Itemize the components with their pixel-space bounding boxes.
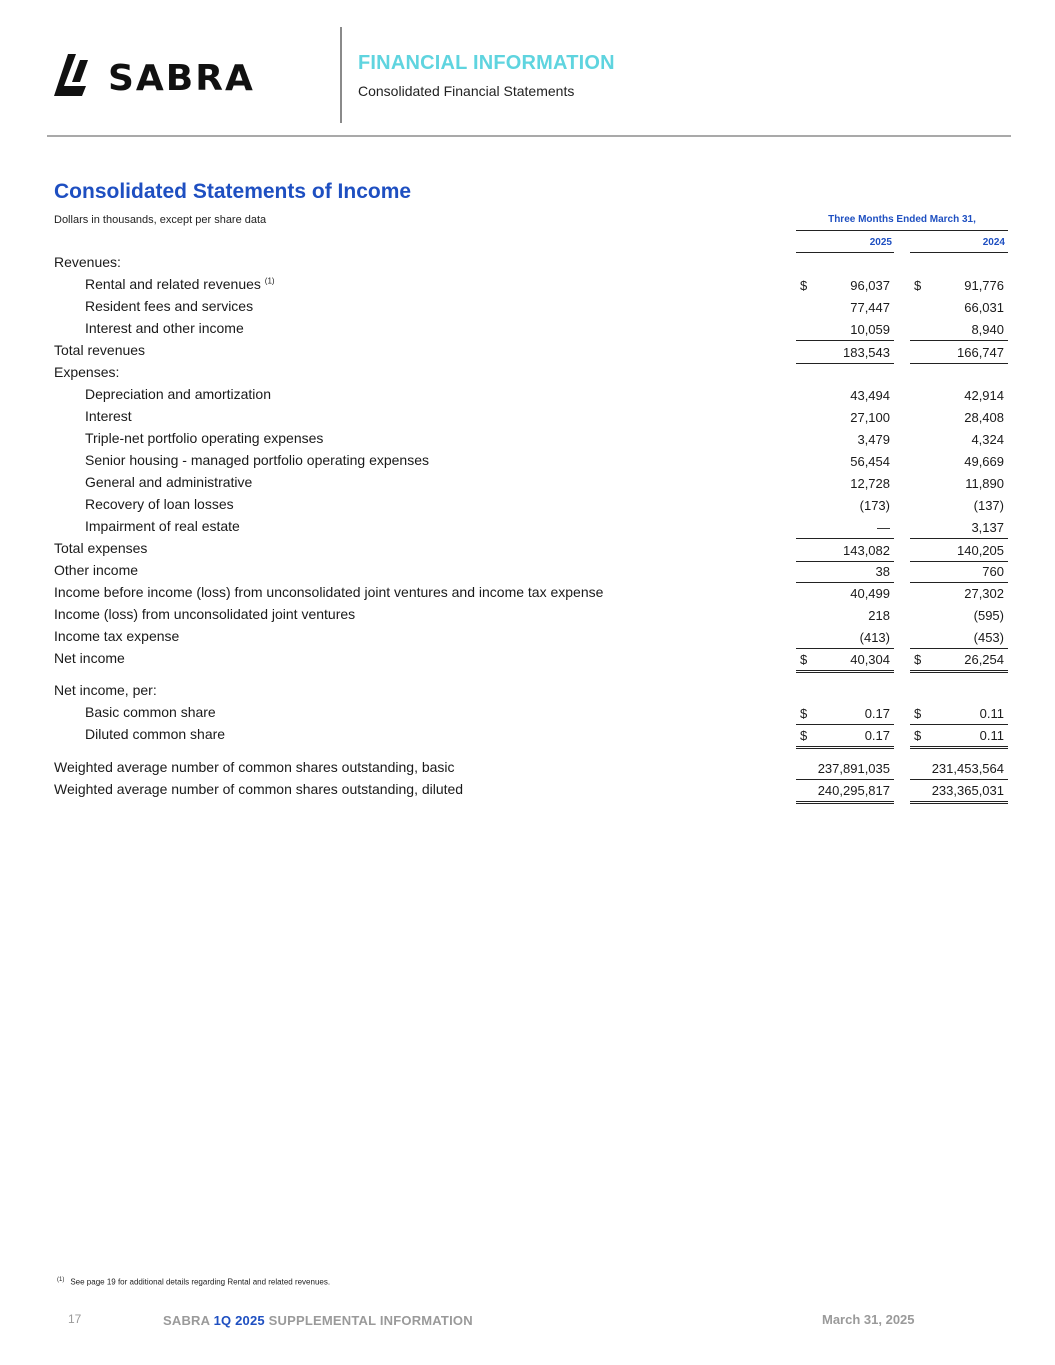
cell-2024: [910, 340, 1008, 364]
table-row: [0, 274, 1055, 296]
cell-2024: [910, 779, 1008, 804]
cell-2025: [796, 318, 894, 340]
units-note: Dollars in thousands, except per share data: [54, 214, 267, 226]
value: 143,082: [843, 543, 890, 558]
table-row: [0, 516, 1055, 538]
row-label: Weighted average number of common shares outstanding, basic: [54, 759, 455, 775]
value: 40,499: [850, 586, 890, 601]
cell-2024: [910, 406, 1008, 428]
cell-2024: [910, 757, 1008, 780]
value: (137): [973, 498, 1004, 513]
value: 28,408: [964, 410, 1004, 425]
value: 183,543: [843, 345, 890, 360]
year-2024-header: 2024: [982, 237, 1005, 248]
cell-2024: [910, 626, 1008, 649]
footer-brand: SABRA: [163, 1313, 210, 1328]
cell-2025: [796, 626, 894, 649]
page-header: [0, 0, 1055, 138]
footnote: [57, 1277, 330, 1287]
table-row: [0, 648, 1055, 670]
row-label: Net income: [54, 650, 125, 666]
row-label: Recovery of loan losses: [85, 496, 234, 512]
value: 56,454: [850, 454, 890, 469]
value: 218: [868, 608, 890, 623]
cell-2025: [796, 428, 894, 450]
cell-2025: [796, 538, 894, 562]
value: (453): [973, 630, 1004, 645]
expenses-header: Expenses:: [54, 364, 120, 380]
value: 12,728: [850, 476, 890, 491]
section-subtitle: Consolidated Financial Statements: [358, 83, 575, 99]
cell-2025: [796, 472, 894, 494]
currency-symbol: $: [914, 706, 922, 721]
cell-2024: [910, 274, 1008, 296]
row-label: Weighted average number of common shares outstanding, diluted: [54, 781, 464, 797]
cell-2025: [796, 582, 894, 604]
currency-symbol: $: [800, 278, 808, 293]
value: 26,254: [964, 652, 1004, 667]
value: —: [877, 520, 890, 535]
currency-symbol: $: [800, 652, 808, 667]
cell-2024: [910, 582, 1008, 604]
row-label: Depreciation and amortization: [85, 386, 271, 402]
cell-2024: [910, 724, 1008, 749]
cell-2024: [910, 604, 1008, 626]
value: 233,365,031: [931, 783, 1004, 798]
row-label: Senior housing - managed portfolio operating expenses: [85, 452, 430, 468]
cell-2024: [910, 538, 1008, 562]
header-rule: [47, 135, 1011, 137]
row-label: Income tax expense: [54, 628, 180, 644]
value: 43,494: [850, 388, 890, 403]
footer-label: SUPPLEMENTAL INFORMATION: [268, 1313, 473, 1328]
value: 140,205: [957, 543, 1004, 558]
value: 77,447: [850, 300, 890, 315]
currency-symbol: $: [914, 278, 922, 293]
currency-symbol: $: [800, 728, 808, 743]
value: 760: [982, 564, 1004, 579]
cell-2024: [910, 516, 1008, 538]
expenses-header-row: [0, 362, 1055, 384]
row-label: Other income: [54, 562, 139, 578]
table-row: [0, 582, 1055, 604]
value: 231,453,564: [931, 761, 1004, 776]
cell-2025: [796, 648, 894, 673]
footer-title: [163, 1313, 473, 1328]
header-divider: [340, 27, 342, 123]
revenues-header: Revenues:: [54, 254, 121, 270]
value: 91,776: [964, 278, 1004, 293]
table-row: [0, 318, 1055, 340]
table-row: [0, 560, 1055, 582]
cell-2024: [910, 428, 1008, 450]
row-label: Resident fees and services: [85, 298, 254, 314]
per-share-header: Net income, per:: [54, 682, 157, 698]
cell-2025: [796, 274, 894, 296]
cell-2025: [796, 757, 894, 780]
table-row: [0, 538, 1055, 560]
row-label: General and administrative: [85, 474, 253, 490]
footer-date: March 31, 2025: [822, 1312, 915, 1327]
table-row: [0, 626, 1055, 648]
cell-2024: [910, 560, 1008, 583]
value: 4,324: [971, 432, 1004, 447]
period-header: Three Months Ended March 31,: [828, 214, 976, 225]
value: 40,304: [850, 652, 890, 667]
page-number: 17: [68, 1312, 82, 1326]
value: 0.17: [864, 728, 890, 743]
value: 27,100: [850, 410, 890, 425]
row-label: Income (loss) from unconsolidated joint ventures: [54, 606, 356, 622]
value: (413): [859, 630, 890, 645]
table-row: [0, 296, 1055, 318]
row-label: Rental and related revenues $^{(1)}$: [85, 276, 275, 292]
cell-2025: [796, 779, 894, 804]
cell-2025: [796, 560, 894, 583]
currency-symbol: $: [914, 728, 922, 743]
value: 42,914: [964, 388, 1004, 403]
cell-2025: [796, 296, 894, 318]
footnote-marker: (1): [264, 276, 275, 286]
cell-2025: [796, 724, 894, 749]
cell-2025: [796, 384, 894, 406]
value: 3,479: [857, 432, 890, 447]
value: 66,031: [964, 300, 1004, 315]
value: 237,891,035: [817, 761, 890, 776]
currency-symbol: $: [800, 706, 808, 721]
row-label: Basic common share: [85, 704, 216, 720]
cell-2024: [910, 384, 1008, 406]
row-label: Interest and other income: [85, 320, 244, 336]
table-row: [0, 702, 1055, 724]
cell-2024: [910, 296, 1008, 318]
cell-2025: [796, 702, 894, 725]
footnote-marker: (1): [57, 1277, 65, 1283]
value: 10,059: [850, 322, 890, 337]
row-label: Triple-net portfolio operating expenses: [85, 430, 324, 446]
value: 8,940: [971, 322, 1004, 337]
value: 240,295,817: [817, 783, 890, 798]
cell-2024: [910, 702, 1008, 725]
value: (595): [973, 608, 1004, 623]
cell-2024: [910, 450, 1008, 472]
per-share-header-row: [0, 680, 1055, 702]
year-2025-header: 2025: [869, 237, 892, 248]
table-row: [0, 428, 1055, 450]
value: 0.17: [864, 706, 890, 721]
table-row: [0, 384, 1055, 406]
cell-2024: [910, 472, 1008, 494]
cell-2024: [910, 494, 1008, 516]
value: 3,137: [971, 520, 1004, 535]
value: 11,890: [965, 476, 1004, 491]
table-row: [0, 406, 1055, 428]
cell-2024: [910, 648, 1008, 673]
cell-2025: [796, 450, 894, 472]
table-row: [0, 494, 1055, 516]
value: 96,037: [850, 278, 890, 293]
value: 166,747: [957, 345, 1004, 360]
footnote-text: See page 19 for additional details regarding Rental and related revenues.: [70, 1277, 331, 1287]
period-rule: [796, 230, 1008, 231]
table-row: [0, 779, 1055, 801]
row-label: Impairment of real estate: [85, 518, 240, 534]
value: 38: [875, 564, 890, 579]
table-row: [0, 450, 1055, 472]
value: 49,669: [964, 454, 1004, 469]
table-row: [0, 340, 1055, 362]
value: (173): [859, 498, 890, 513]
cell-2025: [796, 340, 894, 364]
value: 0.11: [979, 728, 1004, 743]
table-row: [0, 757, 1055, 779]
cell-2024: [910, 318, 1008, 340]
table-row: [0, 724, 1055, 746]
footer-period: 1Q 2025: [213, 1313, 265, 1328]
revenues-header-row: [0, 252, 1055, 274]
logo-wordmark: SABRA: [108, 58, 255, 98]
currency-symbol: $: [914, 652, 922, 667]
cell-2025: [796, 516, 894, 538]
row-label: Total revenues: [54, 342, 146, 358]
cell-2025: [796, 406, 894, 428]
cell-2025: [796, 494, 894, 516]
row-label: Income before income (loss) from unconsolidated joint ventures and income tax expense: [54, 584, 604, 600]
table-row: [0, 472, 1055, 494]
row-label: Total expenses: [54, 540, 148, 556]
section-title: FINANCIAL INFORMATION: [358, 52, 615, 74]
cell-2025: [796, 604, 894, 626]
table-row: [0, 604, 1055, 626]
statement-title: Consolidated Statements of Income: [54, 180, 412, 203]
sabra-logo: [52, 52, 297, 98]
row-label: Interest: [85, 408, 132, 424]
value: 27,302: [964, 586, 1004, 601]
row-label: Diluted common share: [85, 726, 226, 742]
value: 0.11: [979, 706, 1004, 721]
